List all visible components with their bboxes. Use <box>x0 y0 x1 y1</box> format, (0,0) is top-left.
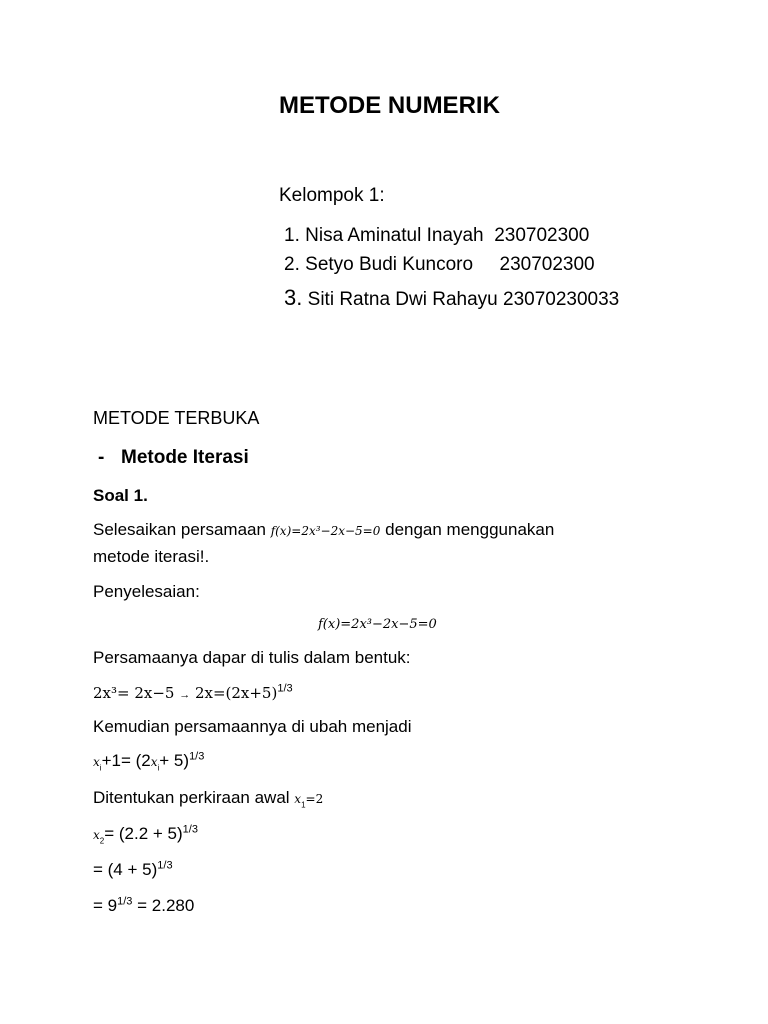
member-number: 3. <box>284 285 303 310</box>
iteration-text: Kemudian persamaannya di ubah menjadi <box>93 717 412 736</box>
member-name: Setyo Budi Kuncoro <box>305 254 474 275</box>
iteration-equation <box>93 751 204 771</box>
equation: f(x)=2x³−2x−5=0 <box>270 524 381 538</box>
calc-line <box>93 860 173 880</box>
value: =2 <box>305 792 324 806</box>
rewrite-text: Persamaanya dapar di tulis dalam bentuk: <box>93 648 411 667</box>
exponent: 1/3 <box>189 750 205 763</box>
section-heading: METODE TERBUKA <box>93 408 260 428</box>
rewrite-equation <box>93 683 293 703</box>
member-number: 1. <box>284 225 300 246</box>
bullet: - <box>98 447 105 468</box>
member-item <box>284 285 619 311</box>
member-item <box>284 254 595 276</box>
exponent: 1/3 <box>182 823 198 836</box>
equation-right: 2x=(2x+5) <box>194 684 278 702</box>
problem-text-cont: metode iterasi!. <box>93 547 210 566</box>
expr: + 5) <box>159 751 190 770</box>
calc-line <box>93 824 198 844</box>
equation-left: 2x³= 2x−5 <box>93 684 175 702</box>
member-item <box>284 225 589 247</box>
subscript: i <box>99 763 102 773</box>
problem-text: dengan menggunakan <box>385 520 555 539</box>
document-title: METODE NUMERIK <box>279 92 500 119</box>
subscript: 1 <box>301 800 306 810</box>
problem-label: Soal 1. <box>93 486 148 505</box>
expr: = (2.2 + 5) <box>104 824 183 843</box>
problem-statement <box>93 520 554 540</box>
exponent: 1/3 <box>157 859 173 872</box>
member-nim: 230702300 <box>499 254 595 275</box>
problem-text: Selesaikan persamaan <box>93 520 266 539</box>
member-name: Nisa Aminatul Inayah <box>305 225 484 246</box>
exponent: 1/3 <box>117 895 133 908</box>
expr: = (4 + 5) <box>93 860 158 879</box>
expr: +1= (2 <box>101 751 151 770</box>
subsection-label: Metode Iterasi <box>121 447 249 468</box>
group-label: Kelompok 1: <box>279 185 385 206</box>
var: x <box>93 755 100 769</box>
subscript: 2 <box>99 836 105 846</box>
member-nim: 230702300 <box>494 225 590 246</box>
subsection-heading <box>98 447 249 469</box>
centered-equation: f(x)=2x³−2x−5=0 <box>318 617 437 632</box>
var: x <box>294 792 302 806</box>
subscript: i <box>157 763 160 773</box>
var: x <box>150 755 158 769</box>
result: = 2.280 <box>132 896 195 915</box>
var: x <box>93 828 100 842</box>
solution-label: Penyelesaian: <box>93 582 200 601</box>
member-nim: 23070230033 <box>503 289 620 310</box>
calc-line <box>93 896 194 916</box>
member-number: 2. <box>284 254 300 275</box>
exponent: 1/3 <box>277 682 293 695</box>
member-name: Siti Ratna Dwi Rahayu <box>307 289 498 310</box>
arrow-icon: → <box>179 689 191 701</box>
initial-estimate <box>93 788 323 808</box>
expr: = 9 <box>93 896 118 915</box>
initial-text: Ditentukan perkiraan awal <box>93 788 290 807</box>
